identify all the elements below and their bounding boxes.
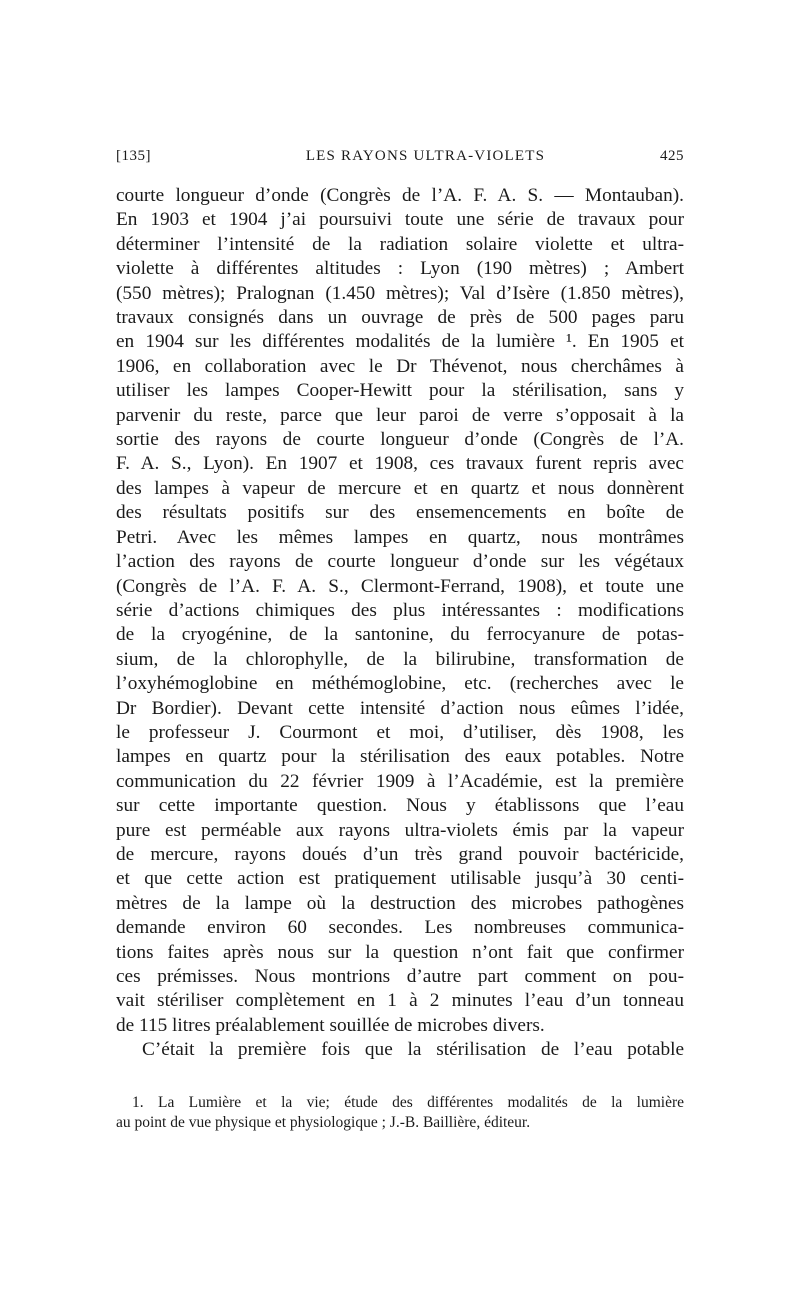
- running-head: [116, 148, 684, 170]
- text-line: tions faites après nous sur la question n’ont fait que confirmer: [116, 941, 684, 963]
- text-line: Dr Bordier). Devant cette intensité d’action nous eûmes l’idée,: [116, 697, 684, 719]
- text-line: sium, de la chlorophylle, de la bilirubine, transformation de: [116, 648, 684, 670]
- text-line: sur cette importante question. Nous y établissons que l’eau: [116, 795, 684, 817]
- text-line: En 1903 et 1904 j’ai poursuivi toute une série de travaux pour: [116, 209, 684, 231]
- text-line: communication du 22 février 1909 à l’Académie, est la première: [116, 770, 684, 792]
- text-line: déterminer l’intensité de la radiation solaire violette et ultra-: [116, 233, 684, 255]
- text-line: utiliser les lampes Cooper-Hewitt pour la stérilisation, sans y: [116, 380, 684, 402]
- page: [116, 148, 684, 1133]
- text-line: et que cette action est pratiquement utilisable jusqu’à 30 centi-: [116, 868, 684, 890]
- text-line: le professeur J. Courmont et moi, d’utiliser, dès 1908, les: [116, 721, 684, 743]
- text-line: Petri. Avec les mêmes lampes en quartz, nous montrâmes: [116, 526, 684, 548]
- text-line: violette à différentes altitudes : Lyon (190 mètres) ; Ambert: [116, 258, 684, 280]
- text-line: (Congrès de l’A. F. A. S., Clermont-Ferrand, 1908), et toute une: [116, 575, 684, 597]
- text-line: série d’actions chimiques des plus intéressantes : modifications: [116, 599, 684, 621]
- text-line: de mercure, rayons doués d’un très grand pouvoir bactéricide,: [116, 843, 684, 865]
- text-line: vait stériliser complètement en 1 à 2 minutes l’eau d’un tonneau: [116, 990, 684, 1012]
- text-line: sortie des rayons de courte longueur d’onde (Congrès de l’A.: [116, 429, 684, 451]
- text-line: 1906, en collaboration avec le Dr Thévenot, nous cherchâmes à: [116, 355, 684, 377]
- text-line: C’était la première fois que la stérilisation de l’eau potable: [142, 1039, 684, 1061]
- body-text: [116, 184, 684, 1063]
- text-line: pure est perméable aux rayons ultra-violets émis par la vapeur: [116, 819, 684, 841]
- text-line: en 1904 sur les différentes modalités de la lumière ¹. En 1905 et: [116, 331, 684, 353]
- page-reference: [135]: [116, 148, 151, 164]
- text-line: l’action des rayons de courte longueur d’onde sur les végétaux: [116, 551, 684, 573]
- footnote: [116, 1093, 684, 1133]
- text-line: mètres de la lampe où la destruction des microbes pathogènes: [116, 892, 684, 914]
- footnote-line: 1. La Lumière et la vie; étude des différentes modalités de la lumière: [132, 1093, 684, 1111]
- footnote-line: au point de vue physique et physiologique ; J.-B. Baillière, éditeur.: [116, 1113, 531, 1131]
- text-line: des lampes à vapeur de mercure et en quartz et nous donnèrent: [116, 477, 684, 499]
- text-line: (550 mètres); Pralognan (1.450 mètres); Val d’Isère (1.850 mètres),: [116, 282, 684, 304]
- text-line: de la cryogénine, de la santonine, du ferrocyanure de potas-: [116, 624, 684, 646]
- text-line: des résultats positifs sur des ensemencements en boîte de: [116, 502, 684, 524]
- text-line: demande environ 60 secondes. Les nombreuses communica-: [116, 917, 684, 939]
- text-line: courte longueur d’onde (Congrès de l’A. F. A. S. — Montauban).: [116, 185, 684, 206]
- page-number: 425: [660, 148, 684, 164]
- text-line: ces prémisses. Nous montrions d’autre part comment on pou-: [116, 966, 684, 987]
- running-title: LES RAYONS ULTRA-VIOLETS: [305, 148, 546, 164]
- text-line: lampes en quartz pour la stérilisation des eaux potables. Notre: [116, 746, 684, 768]
- text-line: l’oxyhémoglobine en méthémoglobine, etc. (recherches avec le: [116, 673, 684, 695]
- text-line: F. A. S., Lyon). En 1907 et 1908, ces travaux furent repris avec: [116, 453, 684, 475]
- text-line: travaux consignés dans un ouvrage de près de 500 pages paru: [116, 307, 684, 329]
- text-line: parvenir du reste, parce que leur paroi de verre s’opposait à la: [116, 404, 684, 426]
- text-line: de 115 litres préalablement souillée de microbes divers.: [116, 1014, 545, 1036]
